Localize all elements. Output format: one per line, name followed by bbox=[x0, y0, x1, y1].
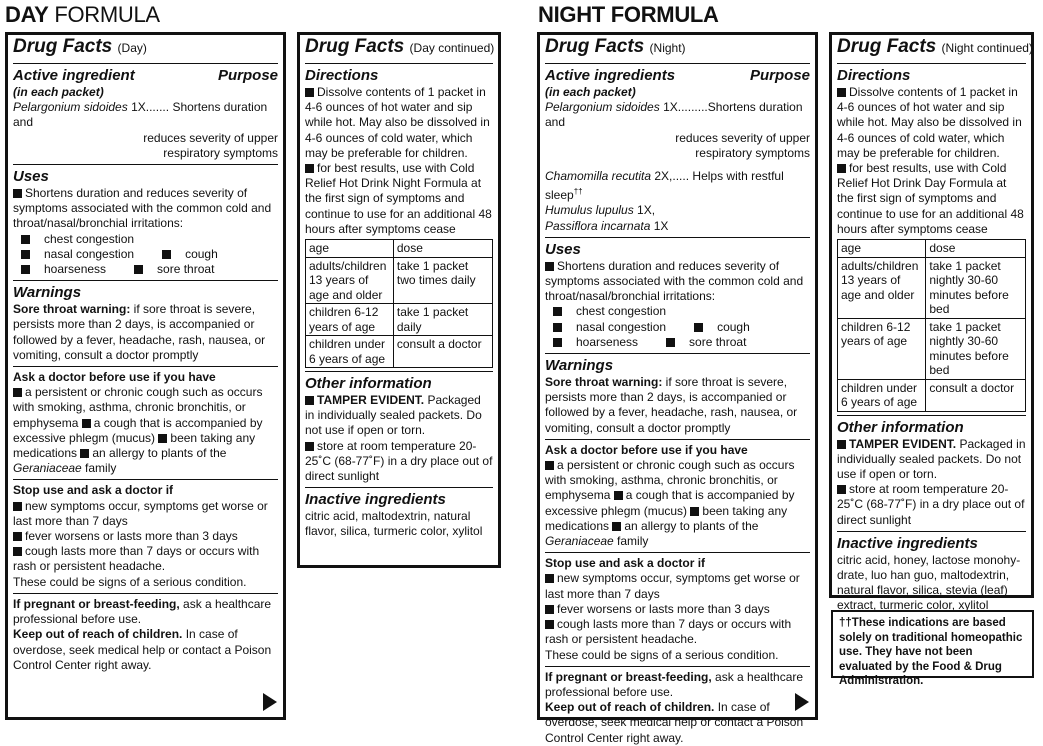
bullet-icon bbox=[837, 88, 846, 97]
panel-title: Drug Facts (Night continued) bbox=[837, 36, 1033, 57]
bullet-icon bbox=[21, 265, 30, 274]
bullet-icon bbox=[134, 265, 143, 274]
bullet-icon bbox=[82, 419, 91, 428]
table-row: children under 6 years of age consult a doctor bbox=[306, 336, 493, 368]
bullet-icon bbox=[837, 164, 846, 173]
continue-arrow-icon bbox=[795, 693, 809, 711]
bullet-icon bbox=[21, 250, 30, 259]
continue-arrow-icon bbox=[263, 693, 277, 711]
table-row: children 6-12 years of age take 1 packet daily bbox=[306, 304, 493, 336]
bullet-icon bbox=[305, 164, 314, 173]
night-continued-panel bbox=[829, 32, 1034, 613]
table-row: children under 6 years of age consult a doctor bbox=[838, 379, 1026, 411]
bullet-icon bbox=[305, 442, 314, 451]
bullet-icon bbox=[13, 502, 22, 511]
bullet-icon bbox=[545, 574, 554, 583]
bullet-icon bbox=[553, 338, 562, 347]
day-drug-facts-panel bbox=[5, 32, 286, 720]
dosage-table: age dose adults/children 13 years of age and older take 1 packet nightly 30-60 minutes before bed children 6-12 years of age take 1 packet nightly 30-60 minutes before bed children under 6 years of age consult a doctor bbox=[837, 239, 1026, 412]
symptom-list: chest congestion nasal congestion cough hoarseness sore throat bbox=[545, 304, 810, 350]
bullet-icon bbox=[612, 522, 621, 531]
bullet-icon bbox=[305, 396, 314, 405]
dosage-table: age dose adults/children 13 years of age and older take 1 packet two times daily children 6-12 years of age take 1 packet daily children under 6 years of age consult a doctor bbox=[305, 239, 493, 368]
bullet-icon bbox=[21, 235, 30, 244]
panel-title: Drug Facts (Day) bbox=[13, 36, 147, 57]
night-drug-facts-panel bbox=[537, 32, 818, 745]
bullet-icon bbox=[158, 434, 167, 443]
bullet-icon bbox=[545, 262, 554, 271]
bullet-icon bbox=[553, 323, 562, 332]
table-row: adults/children 13 years of age and older take 1 packet two times daily bbox=[306, 257, 493, 304]
footnote: ††These indications are based solely on traditional homeopathic use. They have not been evaluated by the Food & Drug Administration. bbox=[831, 610, 1034, 678]
other-information-section: Other information TAMPER EVIDENT. Packaged in individually sealed packets. Do not use if open or torn. store at room temperature 20-25˚C (68-77˚F) in a dry place out of direct sunlight bbox=[305, 371, 493, 484]
symptom-list: chest congestion nasal congestion cough hoarseness sore throat bbox=[13, 232, 278, 278]
directions-section: Directions Dissolve contents of 1 packet in 4-6 ounces of hot water and sip while hot. May also be dissolved in 4-6 ounces of cold water, which may be preferable for children. for best results, use with Cold Relief Hot Drink Night Formula at the first sign of symptoms and continue to use for an additional 48 hours after symptoms cease age dose adults/children 13 years of age and older take 1 packet two times daily children 6-12 years of age take 1 packet daily children under 6 years of age consult a doctor bbox=[305, 63, 493, 368]
bullet-icon bbox=[162, 250, 171, 259]
active-ingredients-section: Active ingredients Purpose (in each packet) Pelargonium sidoides 1X.........Shortens duration and reduces severity of upper respiratory symptoms Chamomilla recutita 2X,..... Helps with restful sleep†† Humulus lupulus 1X, Passiflora incarnata 1X bbox=[545, 63, 810, 234]
bullet-icon bbox=[837, 485, 846, 494]
bullet-icon bbox=[545, 461, 554, 470]
bullet-icon bbox=[13, 532, 22, 541]
active-ingredient-section: Active ingredient Purpose (in each packet) Pelargonium sidoides 1X....... Shortens duration and reduces severity of upper respiratory symptoms bbox=[13, 63, 278, 161]
night-formula-heading: NIGHT FORMULA bbox=[538, 2, 719, 27]
other-information-section: Other information TAMPER EVIDENT. Packaged in individually sealed packets. Do not use if open or torn. store at room temperature 20-25˚C (68-77˚F) in a dry place out of direct sunlight bbox=[837, 415, 1026, 528]
warnings-section: Warnings Sore throat warning: if sore throat is severe, persists more than 2 days, is accompanied or followed by a fever, headache, rash, nausea, or vomiting, consult a doctor promptly Ask a doctor before use if you have a persistent or chronic cough such as occurs with smoking, asthma, chronic bronchitis, or emphysema a cough that is accompanied by excessive phlegm (mucus) been taking any medications an allergy to plants of the Geraniaceae family Stop use and ask a doctor if new symptoms occur, symptoms get worse or last more than 7 days fever worsens or lasts more than 3 days cough lasts more than 7 days or occurs with rash or persistent headache. These could be signs of a serious condition. If pregnant or breast-feeding, ask a healthcare professional before use. Keep out of reach of children. In case of overdose, seek medical help or contact a Poison Control Center right away. bbox=[13, 280, 278, 673]
bullet-icon bbox=[13, 547, 22, 556]
table-row: children 6-12 years of age take 1 packet nightly 30-60 minutes before bed bbox=[838, 318, 1026, 379]
panel-title: Drug Facts (Night) bbox=[545, 36, 686, 57]
uses-section: Uses Shortens duration and reduces severity of symptoms associated with the common cold and throat/nasal/bronchial irritations: chest congestion nasal congestion cough hoarseness sore throat bbox=[13, 164, 278, 277]
panel-title: Drug Facts (Day continued) bbox=[305, 36, 495, 57]
bullet-icon bbox=[13, 388, 22, 397]
bullet-icon bbox=[80, 449, 89, 458]
directions-section: Directions Dissolve contents of 1 packet in 4-6 ounces of hot water and sip while hot. May also be dissolved in 4-6 ounces of cold water, which may be preferable for children. for best results, use with Cold Relief Hot Drink Day Formula at the first sign of symptoms and continue to use for an additional 48 hours after symptoms cease age dose adults/children 13 years of age and older take 1 packet nightly 30-60 minutes before bed children 6-12 years of age take 1 packet nightly 30-60 minutes before bed children under 6 years of age consult a doctor bbox=[837, 63, 1026, 412]
bullet-icon bbox=[837, 440, 846, 449]
bullet-icon bbox=[614, 491, 623, 500]
bullet-icon bbox=[694, 323, 703, 332]
warnings-section: Warnings Sore throat warning: if sore throat is severe, persists more than 2 days, is accompanied or followed by a fever, headache, rash, nausea, or vomiting, consult a doctor promptly Ask a doctor before use if you have a persistent or chronic cough such as occurs with smoking, asthma, chronic bronchitis, or emphysema a cough that is accompanied by excessive phlegm (mucus) been taking any medications an allergy to plants of the Geraniaceae family Stop use and ask a doctor if new symptoms occur, symptoms get worse or last more than 7 days fever worsens or lasts more than 3 days cough lasts more than 7 days or occurs with rash or persistent headache. These could be signs of a serious condition. If pregnant or breast-feeding, ask a healthcare professional before use. Keep out of reach of children. In case of overdose, seek medical help or contact a Poison Control Center right away. bbox=[545, 353, 810, 746]
day-continued-panel bbox=[297, 32, 501, 568]
inactive-ingredients-section: Inactive ingredients citric acid, maltodextrin, natural flavor, silica, turmeric color, xylitol bbox=[305, 487, 493, 539]
uses-section: Uses Shortens duration and reduces severity of symptoms associated with the common cold and throat/nasal/bronchial irritations: chest congestion nasal congestion cough hoarseness sore throat bbox=[545, 237, 810, 350]
bullet-icon bbox=[545, 605, 554, 614]
inactive-ingredients-section: Inactive ingredients citric acid, honey, lactose monohy-drate, luo han guo, maltodextrin, natural flavor, silica, stevia (leaf) extract, turmeric color, xylitol bbox=[837, 531, 1026, 614]
bullet-icon bbox=[305, 88, 314, 97]
day-formula-heading: DAY FORMULA bbox=[5, 2, 160, 27]
bullet-icon bbox=[690, 507, 699, 516]
bullet-icon bbox=[545, 620, 554, 629]
bullet-icon bbox=[13, 189, 22, 198]
bullet-icon bbox=[666, 338, 675, 347]
table-row: adults/children 13 years of age and older take 1 packet nightly 30-60 minutes before bed bbox=[838, 257, 1026, 318]
bullet-icon bbox=[553, 307, 562, 316]
